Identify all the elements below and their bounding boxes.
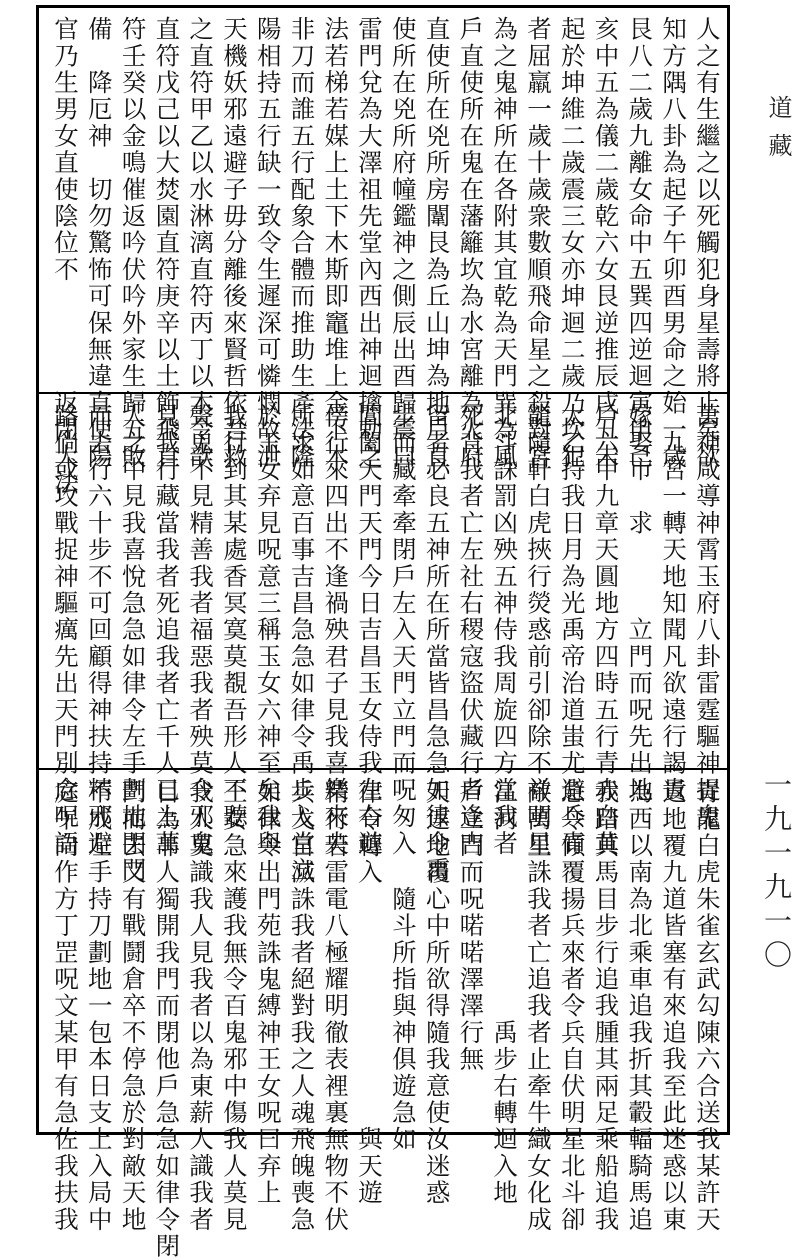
text-column: 律令轉入 與天遊 xyxy=(355,779,385,1207)
text-column: 人之有生繼之以死觸犯身星壽將止矣欲 xyxy=(692,16,722,470)
text-column: 如律令出門苑誅鬼縛神王女呪曰弃上 xyxy=(253,779,283,1207)
text-column: 閶闔天門天門今日吉昌玉女侍我左右遊 xyxy=(355,403,385,857)
text-column: 不成左手持刀劃地一包本日支上入局中 xyxy=(84,779,114,1233)
text-column: 之直符甲乙以水淋漓直符丙丁以木令歆 xyxy=(186,16,216,470)
text-column: 庭午向作方丁罡呪文某甲有急佐我扶我 xyxy=(51,779,80,1233)
page-number: 一九一九一〇 xyxy=(760,770,793,974)
text-column: 天機妖邪遠避子毋分離後來賢哲依吾救 xyxy=(219,16,249,470)
text-column: 人之中見我喜悅急急如律令左手劃地閉門 xyxy=(118,403,148,884)
register-middle xyxy=(39,395,727,884)
text-column: 兵戈自滅誅我者絕對我之人魂飛魄喪急 xyxy=(287,779,317,1233)
text-column: 亥中五為儀二歲乾六女艮逆推辰戌丑未 xyxy=(591,16,621,470)
text-column: 死背我者亡左社右稷寇盜伏藏行者逢吉 xyxy=(456,403,486,857)
text-column: 起於坤維二歲震三女亦坤迴二歲乃坎犯 xyxy=(557,16,587,470)
text-column: 路倘或攻戰捉神驅癘先出天門別念呪語 xyxy=(51,403,80,857)
text-column: 嫁娶市 求 立門而呪先出地 xyxy=(625,403,655,804)
register-top xyxy=(39,8,727,497)
text-column: 為之鬼神所在各附其宜乾為天門巽為風 xyxy=(490,16,520,470)
text-column: 而去行六十步不可回顧得神扶持精邪避 xyxy=(84,403,114,857)
text-column: 九宮一轉天地知聞凡欲遠行謁貴 xyxy=(659,403,689,804)
text-column: 於玉女弃見呪意三稱玉女六神至矣我與 xyxy=(253,403,283,857)
text-column: 留者必良五神所在所當皆昌急急如律令禹 xyxy=(422,403,452,884)
text-column: 我踏其馬目步行追我腫其兩足乘船追我 xyxy=(591,779,621,1233)
text-column: 天返地覆心中所欲得隨我意使汝迷惑 xyxy=(422,779,452,1207)
text-column: 王女急來護我無令百鬼邪中傷我人莫見 xyxy=(219,779,249,1233)
text-column: 精行若雷電八極耀明徹表裡裏無物不伏 xyxy=(321,779,351,1233)
text-column: 見我行藏當我者死追我者亡千人已上萬 xyxy=(152,403,182,857)
text-column: 備 降厄神 切勿驚怖可保無違直使陽 xyxy=(84,16,114,470)
text-column: 步而藏牽牽閉戶左入天門立門而呪匆入 xyxy=(388,403,418,857)
register-divider xyxy=(39,392,727,394)
text-column: 符壬癸以金鳴催返吟伏吟外家生歸五敗 xyxy=(118,16,148,470)
text-column: 目為非人獨開我門而閉他戶急急如律令閉 xyxy=(152,779,182,1260)
register-bottom xyxy=(39,771,727,1260)
text-column: 青龍白虎朱雀玄武勾陳六合送我某許天 xyxy=(692,779,722,1233)
text-column: 戶直使所在鬼在藩籬坎為水宮離為火府 xyxy=(456,16,486,470)
text-column: 我行到其某處香冥寞莫覩吾形人不聽 xyxy=(219,403,249,831)
text-column: 聲鬼不見精善我者福惡我者殃莫令邪鬼 xyxy=(186,403,216,857)
text-column: 官乃生男女直使陰位不 返閉大法 xyxy=(51,16,80,497)
text-column: 為西以南為北乘車追我折其轂輻騎馬追 xyxy=(625,779,655,1233)
text-column: 所求如意百事吉昌急急如律令禹步入堂立 xyxy=(287,403,317,884)
text-column: 北斗誅罰凶殃五神侍我周旋四方當我者 xyxy=(490,403,520,857)
text-column: 使所在兇所府幢鑑神之側辰出酉歸震曰 xyxy=(388,16,418,470)
page-frame xyxy=(36,5,730,1260)
text-column: 法若梯若媒上土下木斯即竈堆上金下木 xyxy=(321,16,351,470)
register-divider xyxy=(39,768,727,770)
text-column: 艮八二歲九離女命中五巽四逆迴寅申己 xyxy=(625,16,655,470)
text-column: 隨斗所指與神俱遊急如 xyxy=(388,779,418,1153)
text-column: 江河 禹步右轉迴入地 xyxy=(490,779,520,1207)
text-column: 返地覆九道皆塞有來追我至此迷惑以東 xyxy=(659,779,689,1233)
text-column: 者屈羸一歲十歲衆數順飛命星之殺對宮 xyxy=(523,16,553,470)
text-column: 陽相持五行缺一致令生遲深可憐憫故泄 xyxy=(253,16,283,470)
text-column: 敵萬里誅我者亡追我者止牽牛織女化成 xyxy=(523,779,553,1233)
text-column: 急令傾覆揚兵來者令兵自伏明星北斗卻 xyxy=(557,779,587,1233)
text-column: 戶六甲九章天圓地方四時五行青赤白黄 xyxy=(591,403,621,857)
text-column: 太乙持我日月為光禹帝治道蚩尤避兵青 xyxy=(557,403,587,857)
text-column: 龍隨軒白虎挾行熒惑前引卻除不祥明星 xyxy=(523,403,553,857)
text-column: 雷門兌為大澤祖先堂內西出神迴擒勅之 xyxy=(355,16,385,470)
text-column: 萬神咸導神霄玉府八卦雷霆驅神捉鬼 xyxy=(692,403,722,831)
text-column: 直使所在兇所房闈艮為丘山坤為地戶直 xyxy=(422,16,452,470)
text-column: 直符戊己以大焚園直符庚辛以土飾飛直 xyxy=(152,16,182,470)
text-column: 戶立門而呪喏喏澤澤行無 xyxy=(456,779,486,1073)
text-column: 知方隅八卦為起子午卯酉男命之始一歲 xyxy=(659,16,689,470)
text-column: 門而去又有戰鬪倉卒不停急於對敵天地 xyxy=(118,779,148,1233)
collection-title: 道藏 xyxy=(764,95,792,171)
text-column: 我人莫識我人見我者以為東薪人識我者 xyxy=(186,779,216,1233)
text-column: 傍行來四出不逢禍殃君子見我喜樂來央 xyxy=(321,403,351,857)
text-column: 非刀而誰五行配象合體而推助生產法隆 xyxy=(287,16,317,470)
